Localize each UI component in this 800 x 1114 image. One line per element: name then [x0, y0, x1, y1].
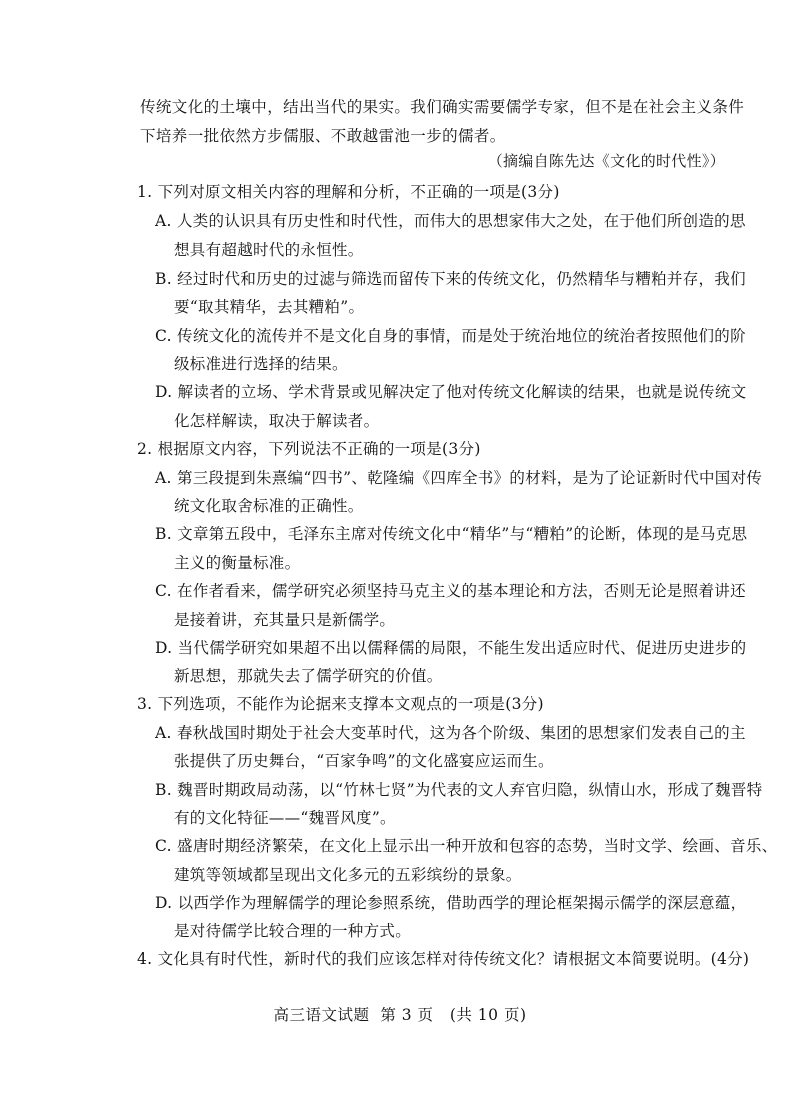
- question-2-option-a-cont: 统文化取舍标准的正确性。: [174, 497, 364, 515]
- question-4-stem: 4. 文化具有时代性，新时代的我们应该怎样对待传统文化？请根据文本简要说明。(4分): [137, 950, 750, 968]
- question-1-option-b-cont: 要“取其精华，去其糟粕”。: [174, 298, 365, 316]
- question-2-stem: 2. 根据原文内容，下列说法不正确的一项是(3分): [137, 440, 481, 458]
- question-3-option-a-cont: 张提供了历史舞台，“百家争鸣”的文化盛宴应运而生。: [174, 752, 554, 770]
- question-1-option-c-cont: 级标准进行选择的结果。: [174, 355, 348, 373]
- question-1-option-b: B. 经过时代和历史的过滤与筛选而留传下来的传统文化，仍然精华与糟粕并存，我们: [155, 270, 746, 288]
- question-3-option-b-cont: 有的文化特征——“魏晋风度”。: [174, 809, 396, 827]
- question-3-option-c-cont: 建筑等领域都呈现出文化多元的五彩缤纷的景象。: [174, 866, 522, 884]
- passage-line-1: 传统文化的土壤中，结出当代的果实。我们确实需要儒学专家，但不是在社会主义条件: [140, 98, 745, 116]
- question-1-option-a-cont: 想具有超越时代的永恒性。: [174, 241, 364, 259]
- passage-source: （摘编自陈先达《文化的时代性》）: [487, 152, 725, 170]
- question-2-option-d: D. 当代儒学研究如果超不出以儒释儒的局限，不能生发出适应时代、促进历史进步的: [155, 639, 747, 657]
- question-3-option-d: D. 以西学作为理解儒学的理论参照系统，借助西学的理论框架揭示儒学的深层意蕴，: [155, 894, 747, 912]
- question-2-option-c: C. 在作者看来，儒学研究必须坚持马克主义的基本理论和方法，否则无论是照着讲还: [155, 582, 746, 600]
- question-1-option-d-cont: 化怎样解读，取决于解读者。: [174, 412, 380, 430]
- page-footer: 高三语文试题 第 3 页 (共 10 页): [273, 1006, 527, 1024]
- question-3-stem: 3. 下列选项，不能作为论据来支撑本文观点的一项是(3分): [137, 695, 544, 713]
- question-2-option-b-cont: 主义的衡量标准。: [174, 554, 301, 572]
- question-3-option-b: B. 魏晋时期政局动荡，以“竹林七贤”为代表的文人弃官归隐，纵情山水，形成了魏晋特: [155, 781, 763, 799]
- question-1-stem: 1. 下列对原文相关内容的理解和分析，不正确的一项是(3分): [137, 183, 560, 201]
- question-2-option-a: A. 第三段提到朱熹编“四书”、乾隆编《四库全书》的材料，是为了论证新时代中国对传: [155, 469, 763, 487]
- passage-line-2: 下培养一批依然方步儒服、不敢越雷池一步的儒者。: [140, 127, 506, 145]
- question-1-option-d: D. 解读者的立场、学术背景或见解决定了他对传统文化解读的结果，也就是说传统文: [155, 383, 747, 401]
- question-1-option-c: C. 传统文化的流传并不是文化自身的事情，而是处于统治地位的统治者按照他们的阶: [155, 327, 746, 345]
- question-2-option-c-cont: 是接着讲，充其量只是新儒学。: [174, 611, 396, 629]
- question-2-option-d-cont: 新思想，那就失去了儒学研究的价值。: [174, 667, 443, 685]
- question-2-option-b: B. 文章第五段中，毛泽东主席对传统文化中“精华”与“糟粕”的论断，体现的是马克思: [155, 525, 748, 543]
- question-3-option-d-cont: 是对待儒学比较合理的一种方式。: [174, 922, 412, 940]
- question-3-option-a: A. 春秋战国时期处于社会大变革时代，这为各个阶级、集团的思想家们发表自己的主: [155, 724, 746, 742]
- question-1-option-a: A. 人类的认识具有历史性和时代性，而伟大的思想家伟大之处，在于他们所创造的思: [155, 212, 746, 230]
- question-3-option-c: C. 盛唐时期经济繁荣，在文化上显示出一种开放和包容的态势，当时文学、绘画、音乐、: [155, 837, 778, 855]
